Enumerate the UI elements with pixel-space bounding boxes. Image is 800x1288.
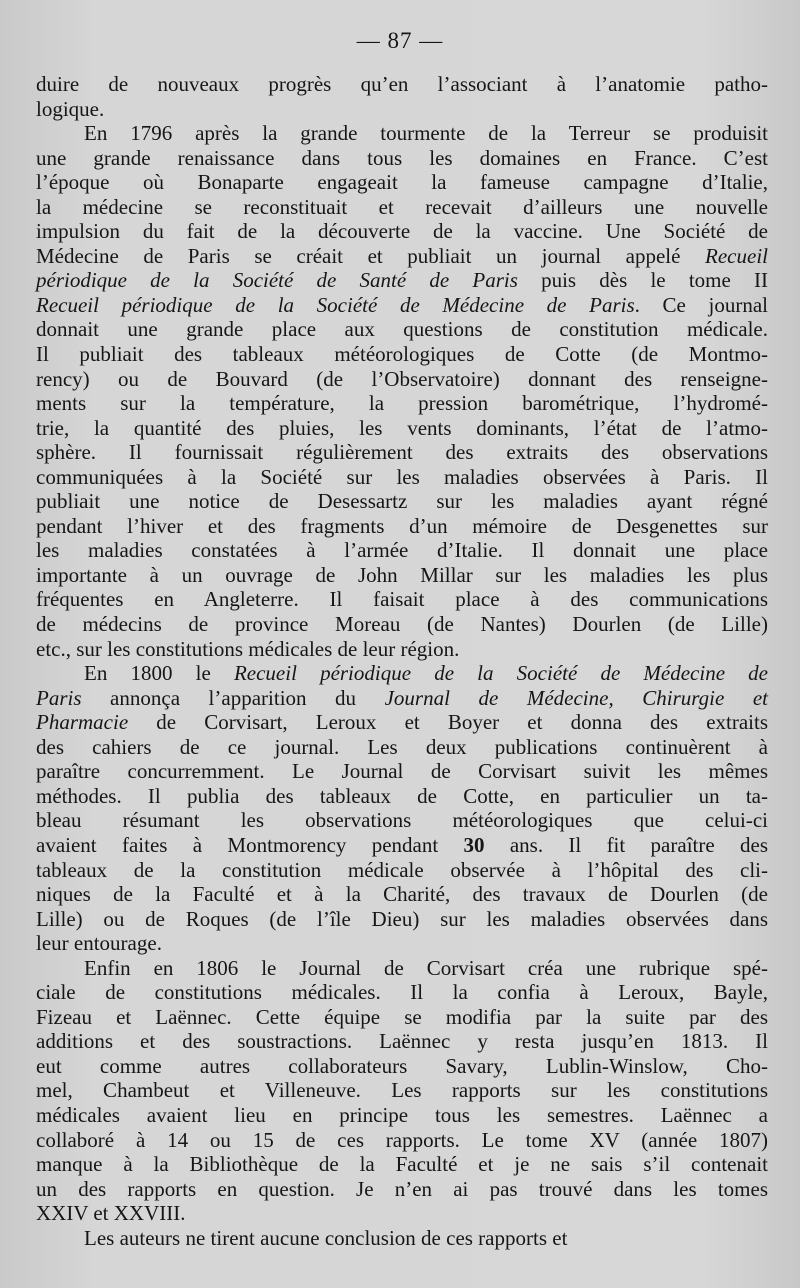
text-run: de médecins de province Moreau (de Nantes) Dourlen (de Lille) xyxy=(36,612,768,637)
text-run: Lille) ou de Roques (de l’île Dieu) sur les maladies observées dans xyxy=(36,906,768,931)
text-run: XXIV et XXVIII. xyxy=(36,1201,186,1226)
text-run: une grande renaissance dans tous les domaines en France. C’est xyxy=(36,145,768,170)
text-run: manque à la Bibliothèque de la Faculté et je ne sais s’il contenait xyxy=(36,1152,768,1177)
text-line xyxy=(36,440,768,465)
text-line xyxy=(36,1029,768,1054)
bold-number: 30 xyxy=(463,832,485,857)
text-run: importante à un ouvrage de John Millar sur les maladies les plus xyxy=(36,562,768,587)
text-line xyxy=(36,661,768,686)
text-run: bleau résumant les observations météorologiques que celui-ci xyxy=(36,808,768,833)
text-run: Médecine de Paris se créait et publiait un journal appelé xyxy=(36,243,706,268)
text-line xyxy=(36,367,768,392)
text-run: fréquentes en Angleterre. Il faisait place à des communications xyxy=(36,587,768,612)
text-run: ans. Il fit paraître des xyxy=(484,832,768,857)
text-line xyxy=(36,1177,768,1202)
text-line xyxy=(36,195,768,220)
italic-title: Recueil périodique de la Société de Médecine de Paris xyxy=(36,292,635,317)
text-run: Enfin en 1806 le Journal de Corvisart créa une rubrique spé- xyxy=(84,955,768,980)
paragraph xyxy=(36,956,768,1226)
text-run: un des rapports en question. Je n’en ai pas trouvé dans les tomes xyxy=(36,1176,768,1201)
italic-title: Journal de Médecine, Chirurgie et xyxy=(384,685,768,710)
text-run: En 1800 le xyxy=(84,661,234,686)
text-run: Il publiait des tableaux météorologiques de Cotte (de Montmo- xyxy=(36,342,768,367)
text-line xyxy=(36,293,768,318)
text-line xyxy=(36,170,768,195)
text-line xyxy=(36,538,768,563)
text-line xyxy=(36,882,768,907)
text-line xyxy=(36,391,768,416)
italic-title: Paris xyxy=(36,685,82,710)
text-line xyxy=(36,710,768,735)
text-run: de Corvisart, Leroux et Boyer et donna des extraits xyxy=(128,710,768,735)
text-line xyxy=(36,1226,768,1251)
text-line xyxy=(36,858,768,883)
text-line xyxy=(36,784,768,809)
text-run: des cahiers de ce journal. Les deux publications continuèrent à xyxy=(36,734,768,759)
text-run: etc., sur les constitutions médicales de leur région. xyxy=(36,636,460,661)
text-line xyxy=(36,317,768,342)
text-run: publiait une notice de Desessartz sur les maladies ayant régné xyxy=(36,489,768,514)
text-run: les maladies constatées à l’armée d’Italie. Il donnait une place xyxy=(36,538,768,563)
text-line xyxy=(36,563,768,588)
paragraph xyxy=(36,72,768,121)
text-line xyxy=(36,612,768,637)
text-line xyxy=(36,489,768,514)
text-run: communiquées à la Société sur les maladies observées à Paris. Il xyxy=(36,464,768,489)
text-line xyxy=(36,1103,768,1128)
text-run: annonça l’apparition du xyxy=(81,685,385,710)
text-line xyxy=(36,97,768,122)
text-run: pendant l’hiver et des fragments d’un mémoire de Desgenettes sur xyxy=(36,513,768,538)
text-line xyxy=(36,686,768,711)
text-line xyxy=(36,637,768,662)
text-line xyxy=(36,907,768,932)
text-run: eut comme autres collaborateurs Savary, Lublin-Winslow, Cho- xyxy=(36,1053,768,1078)
text-line xyxy=(36,121,768,146)
text-run: additions et des soustractions. Laënnec y resta jusqu’en 1813. Il xyxy=(36,1029,768,1054)
text-run: puis dès le tome II xyxy=(517,268,768,293)
text-line xyxy=(36,980,768,1005)
text-run: donnait une grande place aux questions de constitution médicale. xyxy=(36,317,768,342)
text-line xyxy=(36,146,768,171)
text-line xyxy=(36,244,768,269)
italic-title: périodique de la Société de Santé de Paris xyxy=(36,268,518,293)
text-line xyxy=(36,808,768,833)
text-run: duire de nouveaux progrès qu’en l’associant à l’anatomie patho- xyxy=(36,72,768,96)
text-line xyxy=(36,268,768,293)
paragraph xyxy=(36,1226,768,1251)
text-line xyxy=(36,587,768,612)
text-run: Les auteurs ne tirent aucune conclusion de ces rapports et xyxy=(84,1225,568,1250)
text-line xyxy=(36,1054,768,1079)
text-run: avaient faites à Montmorency pendant xyxy=(36,832,464,857)
italic-title: Recueil périodique de la Société de Médecine de xyxy=(233,661,769,686)
text-line xyxy=(36,1201,768,1226)
text-run: collaboré à 14 ou 15 de ces rapports. Le tome XV (année 1807) xyxy=(36,1127,768,1152)
text-run: trie, la quantité des pluies, les vents dominants, l’état de l’atmo- xyxy=(36,415,768,440)
text-run: la médecine se reconstituait et recevait d’ailleurs une nouvelle xyxy=(36,194,768,219)
text-line xyxy=(36,416,768,441)
text-run: Fizeau et Laënnec. Cette équipe se modifia par la suite par des xyxy=(36,1004,768,1029)
text-run: paraître concurremment. Le Journal de Corvisart suivit les mêmes xyxy=(36,759,768,784)
text-run: ments sur la température, la pression barométrique, l’hydromé- xyxy=(36,391,768,416)
text-run: leur entourage. xyxy=(36,931,162,956)
text-line xyxy=(36,219,768,244)
text-line xyxy=(36,1152,768,1177)
text-line xyxy=(36,342,768,367)
text-line xyxy=(36,72,768,97)
text-run: ciale de constitutions médicales. Il la confia à Leroux, Bayle, xyxy=(36,980,768,1005)
text-line xyxy=(36,956,768,981)
italic-title: Pharmacie xyxy=(36,710,129,735)
text-line xyxy=(36,833,768,858)
text-run: niques de la Faculté et à la Charité, des travaux de Dourlen (de xyxy=(36,882,768,907)
text-run: rency) ou de Bouvard (de l’Observatoire) donnant des renseigne- xyxy=(36,366,768,391)
italic-title: Recueil xyxy=(705,243,768,268)
paragraph xyxy=(36,661,768,956)
text-line xyxy=(36,1128,768,1153)
text-line xyxy=(36,931,768,956)
text-run: En 1796 après la grande tourmente de la Terreur se produisit xyxy=(84,121,768,146)
text-run: médicales avaient lieu en principe tous les semestres. Laënnec a xyxy=(36,1102,768,1127)
text-run: impulsion du fait de la découverte de la vaccine. Une Société de xyxy=(36,219,768,244)
page-number: — 87 — xyxy=(356,28,444,53)
text-run: . Ce journal xyxy=(634,292,768,317)
body-text xyxy=(36,72,768,1250)
paragraph xyxy=(36,121,768,661)
text-run: sphère. Il fournissait régulièrement des extraits des observations xyxy=(36,440,768,465)
text-line xyxy=(36,514,768,539)
text-line xyxy=(36,465,768,490)
text-run: logique. xyxy=(36,96,105,121)
text-line xyxy=(36,1078,768,1103)
text-run: méthodes. Il publia des tableaux de Cotte, en particulier un ta- xyxy=(36,783,768,808)
text-line xyxy=(36,759,768,784)
text-line xyxy=(36,735,768,760)
text-line xyxy=(36,1005,768,1030)
text-run: mel, Chambeut et Villeneuve. Les rapports sur les constitutions xyxy=(36,1078,768,1103)
text-run: l’époque où Bonaparte engageait la fameuse campagne d’Italie, xyxy=(36,170,768,195)
text-run: tableaux de la constitution médicale observée à l’hôpital des cli- xyxy=(36,857,768,882)
